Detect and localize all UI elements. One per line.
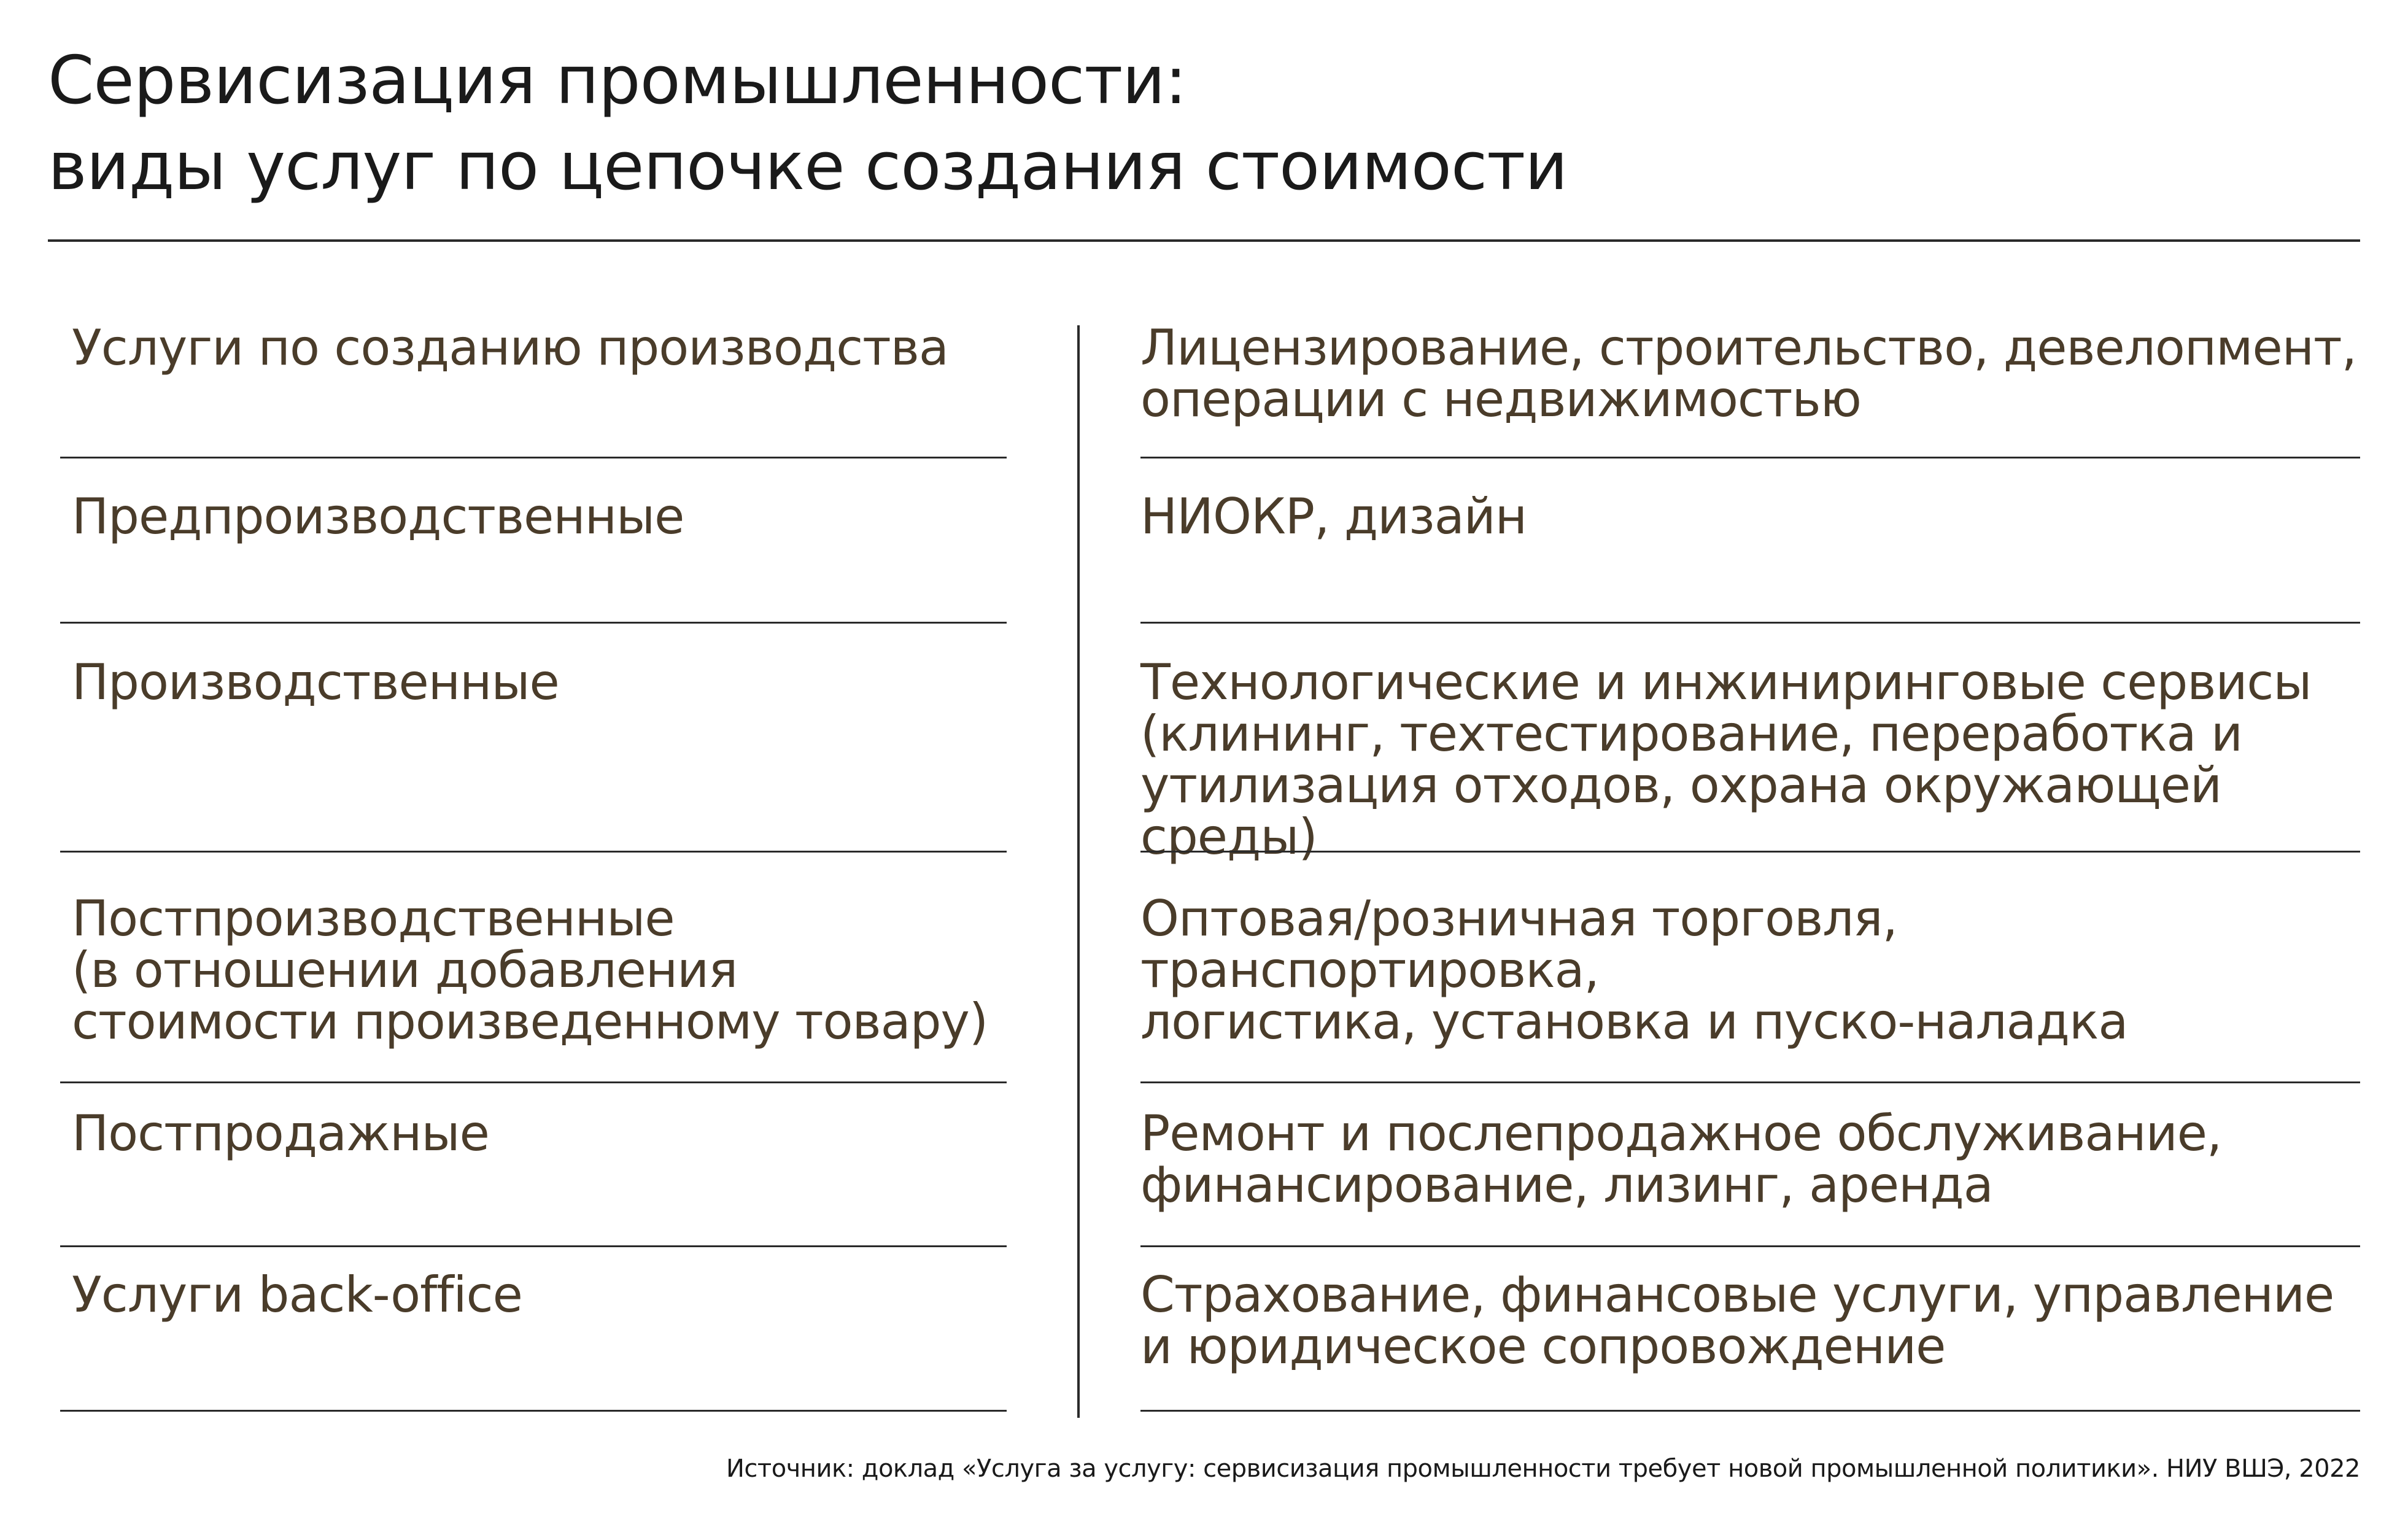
row-divider-left [60,1410,1007,1412]
row-divider-right [1140,851,2360,853]
row-divider-left [60,1245,1007,1247]
row-divider-right [1140,1081,2360,1083]
service-category: Производственные [72,654,559,711]
service-category: Постпродажные [72,1105,489,1162]
row-divider-right [1140,457,2360,458]
row-divider-left [60,1081,1007,1083]
row-divider-right [1140,1245,2360,1247]
service-examples: Оптовая/розничная торговля, транспортировка, логистика, установка и пуско-наладка [1140,890,2128,1050]
source-note: Источник: доклад «Услуга за услугу: сервисизация промышленности требует новой промышленной политики». НИУ ВШЭ, 2022 [726,1455,2360,1483]
row-divider-right [1140,622,2360,624]
service-examples: НИОКР, дизайн [1140,488,1527,545]
row-divider-left [60,622,1007,624]
service-examples: Технологические и инжиниринговые сервисы (клининг, техтестирование, переработка и утилизация отходов, охрана окружающей среды) [1140,654,2312,865]
service-category: Постпроизводственные (в отношении добавления стоимости произведенному товару) [72,890,988,1050]
service-examples: Ремонт и послепродажное обслуживание, финансирование, лизинг, аренда [1140,1105,2222,1213]
column-divider [1077,325,1080,1418]
row-divider-left [60,457,1007,458]
row-divider-right [1140,1410,2360,1412]
service-category: Услуги back-office [72,1266,522,1323]
service-examples: Лицензирование, строительство, девелопмент, операции с недвижимостью [1140,319,2357,428]
title-line-1: Сервисизация промышленности: [48,42,1187,119]
title-line-2: виды услуг по цепочке создания стоимости [48,128,1568,205]
service-category: Услуги по созданию производства [72,319,948,376]
service-examples: Страхование, финансовые услуги, управление и юридическое сопровождение [1140,1266,2334,1375]
row-divider-left [60,851,1007,853]
service-category: Предпроизводственные [72,488,684,545]
